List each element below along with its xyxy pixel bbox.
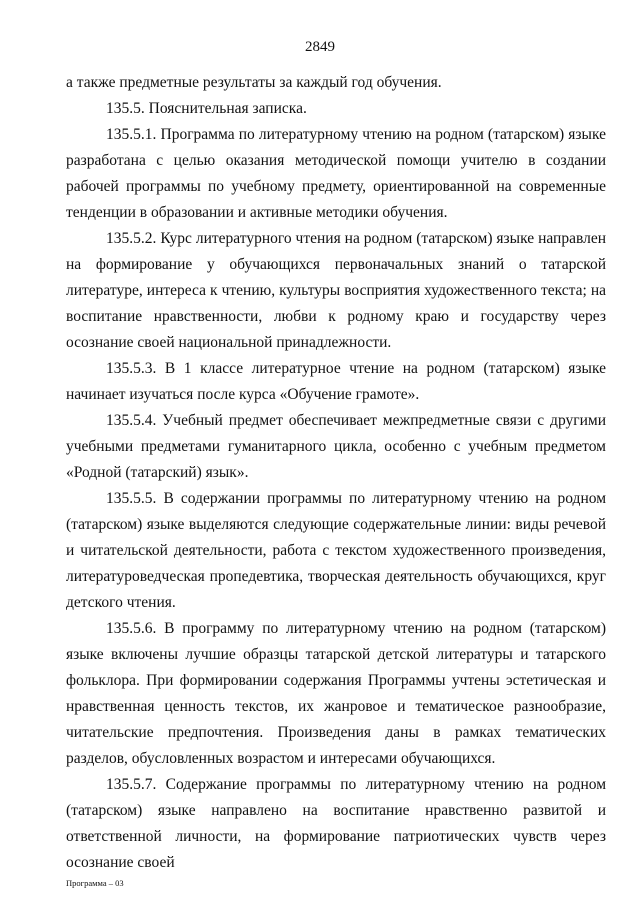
page-number: 2849 xyxy=(305,39,335,55)
paragraph-135-5-7: 135.5.7. Содержание программы по литературному чтению на родном (татарском) языке направлено на воспитание нравственно развитой и ответственной личности, на формирование патриотических чувств через осознание своей xyxy=(66,776,606,871)
paragraph-135-5-3: 135.5.3. В 1 классе литературное чтение на родном (татарском) языке начинает изучаться после курса «Обучение грамоте». xyxy=(66,360,606,403)
paragraph-135-5-1: 135.5.1. Программа по литературному чтению на родном (татарском) языке разработана с целью оказания методической помощи учителю в создании рабочей программы по учебному предмету, ориентированной на современные тенденции в образовании и активные методики обучения. xyxy=(66,126,606,221)
page-footer: Программа – 03 xyxy=(66,878,124,888)
paragraph-135-5-4: 135.5.4. Учебный предмет обеспечивает межпредметные связи с другими учебными предметами гуманитарного цикла, особенно с учебным предметом «Родной (татарский) язык». xyxy=(66,412,606,481)
document-body xyxy=(66,70,606,876)
paragraph-135-5-2: 135.5.2. Курс литературного чтения на родном (татарском) языке направлен на формирование у обучающихся первоначальных знаний о татарской литературе, интереса к чтению, культуры восприятия художественного текста; на воспитание нравственности, любви к родному краю и государству через осознание своей национальной принадлежности. xyxy=(66,230,606,351)
paragraph-continuation: а также предметные результаты за каждый год обучения. xyxy=(66,74,442,91)
paragraph-135-5-5: 135.5.5. В содержании программы по литературному чтению на родном (татарском) языке выделяются следующие содержательные линии: виды речевой и читательской деятельности, работа с текстом художественного произведения, литературоведческая пропедевтика, творческая деятельность обучающихся, круг детского чтения. xyxy=(66,490,606,611)
paragraph-135-5-heading: 135.5. Пояснительная записка. xyxy=(106,100,307,117)
paragraph-135-5-6: 135.5.6. В программу по литературному чтению на родном (татарском) языке включены лучшие образцы татарской детской литературы и татарского фольклора. При формировании содержания Программы учтены эстетическая и нравственная ценность текстов, их жанровое и тематическое разнообразие, читательские предпочтения. Произведения даны в рамках тематических разделов, обусловленных возрастом и интересами обучающихся. xyxy=(66,620,606,767)
